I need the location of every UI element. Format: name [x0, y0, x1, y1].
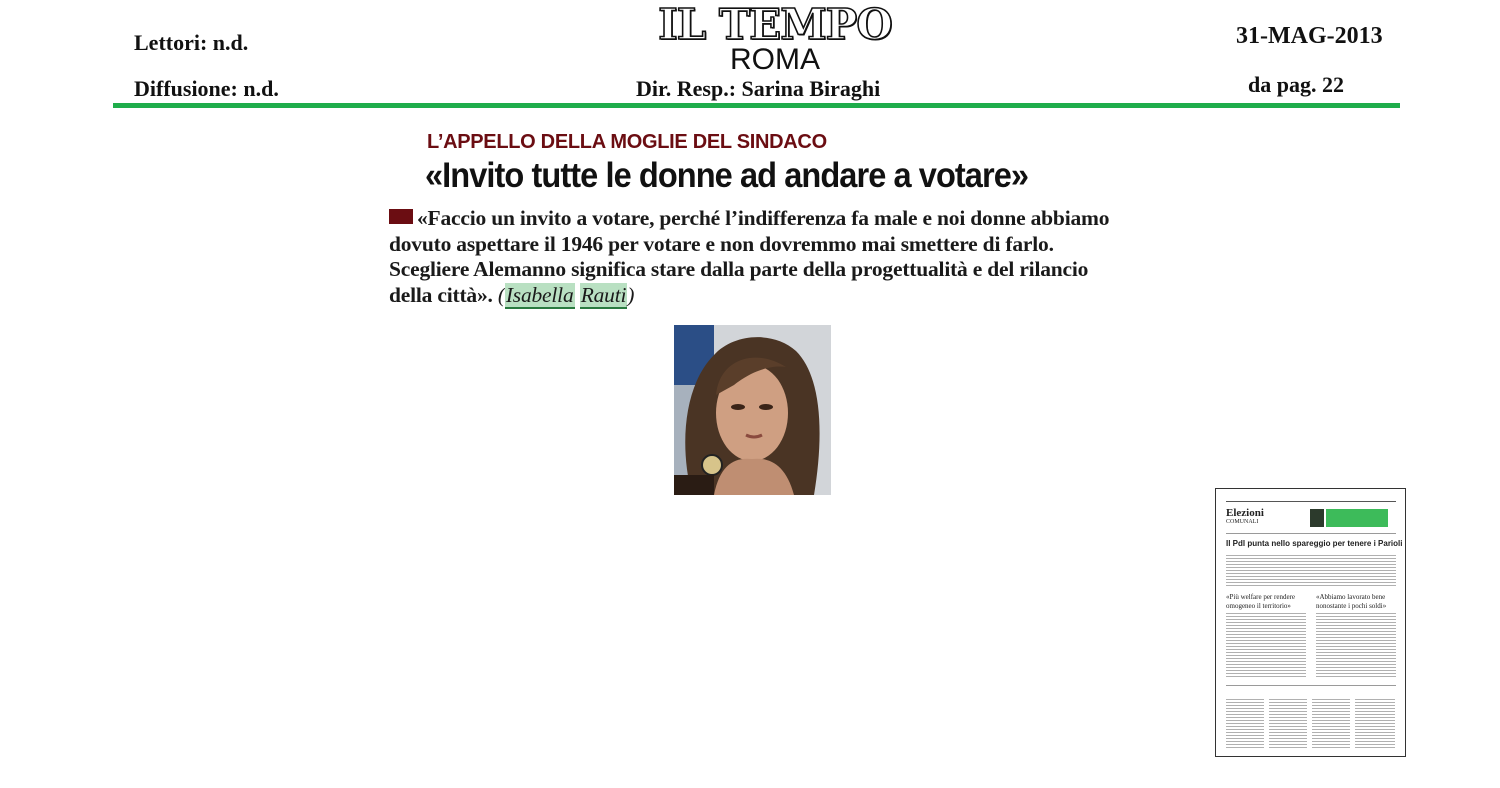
thumb-sub1: «Più welfare per rendere omogeneo il territorio»	[1226, 593, 1295, 610]
thumb-text-block	[1269, 699, 1307, 749]
article-text: «Faccio un invito a votare, perché l’indifferenza fa male e noi donne abbiamo dovuto aspettare il 1946 per votare e non dovremmo mai smettere di farlo. Scegliere Alemanno significa stare dalla parte della progettualità e del rilancio della città».	[389, 206, 1110, 307]
header-divider	[113, 103, 1400, 108]
paragraph-marker-icon	[389, 209, 413, 224]
author-last-name[interactable]: Rauti	[580, 282, 627, 307]
thumb-text-block	[1316, 613, 1396, 677]
thumb-rule	[1226, 533, 1396, 534]
thumb-headline: Il Pdl punta nello spareggio per tenere i Parioli	[1226, 539, 1403, 548]
thumb-text-block	[1226, 613, 1306, 677]
page-thumbnail[interactable]	[1215, 488, 1406, 757]
thumb-text-block	[1355, 699, 1395, 749]
thumb-text-block	[1312, 699, 1350, 749]
article-body	[389, 206, 1134, 308]
author-credit: (Isabella Rauti)	[497, 282, 635, 307]
thumb-top-rule	[1226, 501, 1396, 502]
issue-date: 31-MAG-2013	[1236, 23, 1383, 49]
thumb-section-title: Elezioni	[1226, 507, 1264, 519]
thumb-text-block	[1226, 555, 1396, 587]
thumb-sub2: «Abbiamo lavorato bene nonostante i pochi soldi»	[1316, 593, 1387, 610]
article-kicker: L’APPELLO DELLA MOGLIE DEL SINDACO	[427, 131, 827, 153]
thumb-text-block	[1226, 699, 1264, 749]
thumb-rule	[1226, 685, 1396, 686]
lettori-label: Lettori: n.d.	[134, 30, 249, 55]
masthead-logo	[600, 0, 950, 76]
thumb-section-sub: COMUNALI	[1226, 519, 1259, 525]
author-portrait-image	[674, 325, 831, 495]
thumb-photo	[1310, 509, 1324, 527]
page-number: da pag. 22	[1248, 72, 1344, 97]
director-label: Dir. Resp.: Sarina Biraghi	[636, 76, 881, 101]
diffusione-label: Diffusione: n.d.	[134, 76, 279, 101]
masthead-city: ROMA	[730, 43, 820, 76]
article-headline: «Invito tutte le donne ad andare a votare»	[425, 156, 1029, 195]
masthead-name: IL TEMPO	[658, 0, 892, 49]
author-first-name[interactable]: Isabella	[505, 282, 574, 307]
thumb-highlight-box	[1326, 509, 1388, 527]
